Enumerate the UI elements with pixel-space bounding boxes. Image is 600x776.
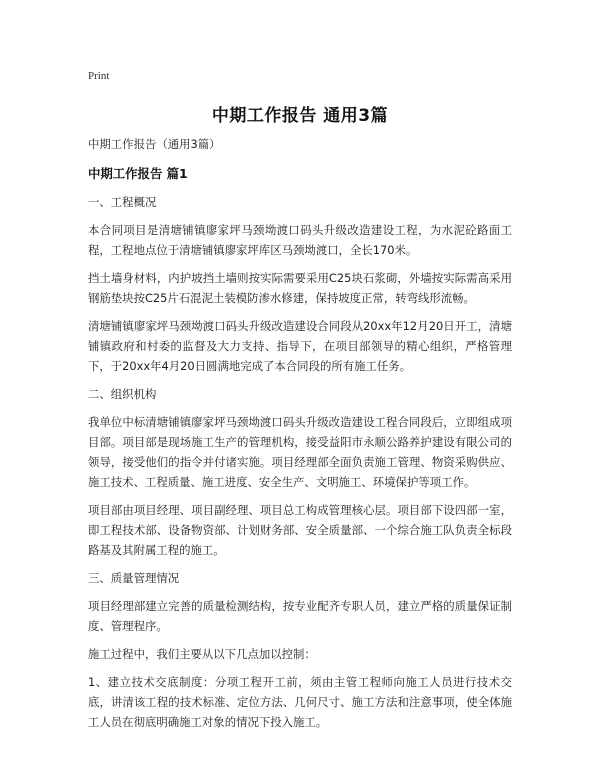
paragraph-technical-briefing: 1、建立技术交底制度：分项工程开工前，须由主管工程师向施工人员进行技术交底，讲清该工程的技术标准、定位方法、几何尺寸、施工方法和注意事项，使全体施工人员在彻底明确施工对象的情况下投入施工。 — [88, 675, 512, 729]
heading-project-overview: 一、工程概况 — [88, 195, 157, 209]
paragraph-control-points-intro: 施工过程中，我们主要从以下几点加以控制： — [88, 647, 316, 661]
paragraph-project-department: 我单位中标清塘铺镇廖家坪马颈坳渡口码头升级改造建设工程合同段后，立即组成项目部。项目部是现场施工生产的管理机构，接受益阳市永顺公路养护建设有限公司的领导，接受他们的指令并付诸实施。项目经理部全面负责施工管理、物资采购供应、施工技术、工程质量、施工进度、安全生产、文明施工、环境保护等项工作。 — [88, 415, 512, 489]
print-label: Print — [88, 70, 110, 82]
paragraph-department-structure: 项目部由项目经理、项目副经理、项目总工构成管理核心层。项目部下设四部一室，即工程技术部、设备物资部、计划财务部、安全质量部、一个综合施工队负责全标段路基及其附属工程的施工。 — [88, 503, 512, 557]
heading-quality-management: 三、质量管理情况 — [88, 571, 180, 585]
paragraph-retaining-wall: 挡土墙身材料，内护坡挡土墙则按实际需要采用C25块石浆砌，外墙按实际需高采用钢筋垫块按C25片石混泥土装模防渗水修建，保持坡度正常，转弯线形流畅。 — [88, 271, 512, 305]
paragraph-construction-timeline: 清塘铺镇廖家坪马颈坳渡口码头升级改造建设合同段从20xx年12月20日开工，清塘铺镇政府和村委的监督及大力支持、指导下，在项目部领导的精心组织，严格管理下，于20xx年4月20日圆满地完成了本合同段的所有施工任务。 — [88, 319, 512, 373]
document-body — [88, 134, 512, 740]
document-subtitle: 中期工作报告（通用3篇） — [88, 137, 221, 151]
document-title: 中期工作报告 通用3篇 — [211, 106, 389, 126]
paragraph-quality-system: 项目经理部建立完善的质量检测结构，按专业配齐专职人员，建立严格的质量保证制度、管理程序。 — [88, 599, 512, 633]
paragraph-project-scope: 本合同项目是清塘铺镇廖家坪马颈坳渡口码头升级改造建设工程，为水泥砼路面工程，工程地点位于清塘铺镇廖家坪库区马颈坳渡口，全长170米。 — [88, 223, 512, 257]
heading-organization: 二、组织机构 — [88, 387, 157, 401]
section-title: 中期工作报告 篇1 — [88, 166, 188, 181]
